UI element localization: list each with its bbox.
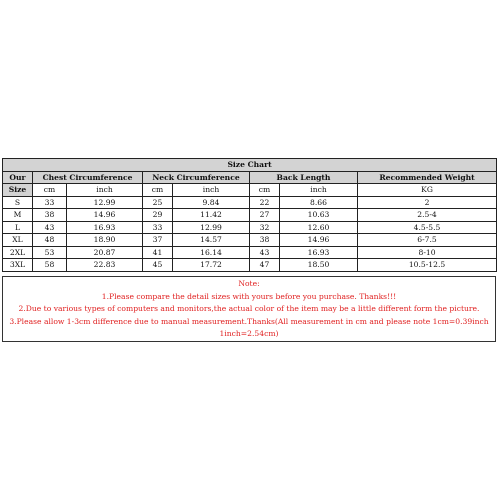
- table-title-row: [3, 159, 497, 172]
- subheader-chest-inch: inch: [67, 184, 143, 197]
- neck-cm-cell: 45: [143, 259, 173, 272]
- neck-cm-cell: 29: [143, 209, 173, 222]
- chest-inch-cell: 14.96: [67, 209, 143, 222]
- note-box: [2, 276, 496, 342]
- back-inch-cell: 16.93: [280, 246, 358, 259]
- subheader-weight-kg: KG: [358, 184, 497, 197]
- chest-cm-cell: 33: [33, 196, 67, 209]
- note-line-2: 2.Due to various types of computers and monitors,the actual color of the item may be a little different form the picture.: [18, 304, 480, 313]
- chest-inch-cell: 12.99: [67, 196, 143, 209]
- neck-inch-cell: 12.99: [173, 221, 250, 234]
- header-our-size: Our: [3, 171, 33, 184]
- chest-cm-cell: 48: [33, 234, 67, 247]
- neck-inch-cell: 16.14: [173, 246, 250, 259]
- subheader-neck-inch: inch: [173, 184, 250, 197]
- header-back-length: Back Length: [250, 171, 358, 184]
- table-row: [3, 234, 497, 247]
- back-cm-cell: 27: [250, 209, 280, 222]
- subheader-back-cm: cm: [250, 184, 280, 197]
- back-cm-cell: 22: [250, 196, 280, 209]
- back-cm-cell: 43: [250, 246, 280, 259]
- back-inch-cell: 8.66: [280, 196, 358, 209]
- table-row: [3, 221, 497, 234]
- header-chest: Chest Circumference: [33, 171, 143, 184]
- weight-cell: 2: [358, 196, 497, 209]
- table-row: [3, 259, 497, 272]
- header-weight: Recommended Weight: [358, 171, 497, 184]
- neck-inch-cell: 14.57: [173, 234, 250, 247]
- table-row: [3, 196, 497, 209]
- subheader-row: [3, 184, 497, 197]
- size-chart-table: [2, 158, 497, 272]
- back-cm-cell: 47: [250, 259, 280, 272]
- neck-cm-cell: 37: [143, 234, 173, 247]
- subheader-chest-cm: cm: [33, 184, 67, 197]
- size-cell: S: [3, 196, 33, 209]
- neck-cm-cell: 25: [143, 196, 173, 209]
- chest-inch-cell: 18.90: [67, 234, 143, 247]
- weight-cell: 4.5-5.5: [358, 221, 497, 234]
- size-cell: M: [3, 209, 33, 222]
- header-neck: Neck Circumference: [143, 171, 250, 184]
- subheader-neck-cm: cm: [143, 184, 173, 197]
- subheader-back-inch: inch: [280, 184, 358, 197]
- chest-inch-cell: 22.83: [67, 259, 143, 272]
- table-row: [3, 209, 497, 222]
- table-title: Size Chart: [3, 159, 497, 172]
- neck-inch-cell: 17.72: [173, 259, 250, 272]
- weight-cell: 2.5-4: [358, 209, 497, 222]
- neck-cm-cell: 33: [143, 221, 173, 234]
- neck-inch-cell: 11.42: [173, 209, 250, 222]
- header-row: [3, 171, 497, 184]
- table-row: [3, 246, 497, 259]
- size-cell: XL: [3, 234, 33, 247]
- note-line-4: 1inch=2.54cm): [219, 329, 279, 338]
- back-cm-cell: 32: [250, 221, 280, 234]
- chest-cm-cell: 53: [33, 246, 67, 259]
- chest-inch-cell: 20.87: [67, 246, 143, 259]
- chest-cm-cell: 38: [33, 209, 67, 222]
- back-inch-cell: 14.96: [280, 234, 358, 247]
- chest-cm-cell: 43: [33, 221, 67, 234]
- chest-cm-cell: 58: [33, 259, 67, 272]
- weight-cell: 8-10: [358, 246, 497, 259]
- weight-cell: 6-7.5: [358, 234, 497, 247]
- chest-inch-cell: 16.93: [67, 221, 143, 234]
- neck-inch-cell: 9.84: [173, 196, 250, 209]
- note-line-1: 1.Please compare the detail sizes with yours before you purchase. Thanks!!!: [101, 291, 397, 301]
- note-heading: Note:: [238, 279, 260, 288]
- size-cell: 3XL: [3, 259, 33, 272]
- header-size: Size: [3, 184, 33, 197]
- back-inch-cell: 12.60: [280, 221, 358, 234]
- neck-cm-cell: 41: [143, 246, 173, 259]
- back-inch-cell: 18.50: [280, 259, 358, 272]
- note-line-3: 3.Please allow 1-3cm difference due to manual measurement.Thanks(All measurement in cm and please note 1cm=0.39inch: [9, 316, 489, 326]
- back-inch-cell: 10.63: [280, 209, 358, 222]
- size-cell: L: [3, 221, 33, 234]
- size-cell: 2XL: [3, 246, 33, 259]
- weight-cell: 10.5-12.5: [358, 259, 497, 272]
- back-cm-cell: 38: [250, 234, 280, 247]
